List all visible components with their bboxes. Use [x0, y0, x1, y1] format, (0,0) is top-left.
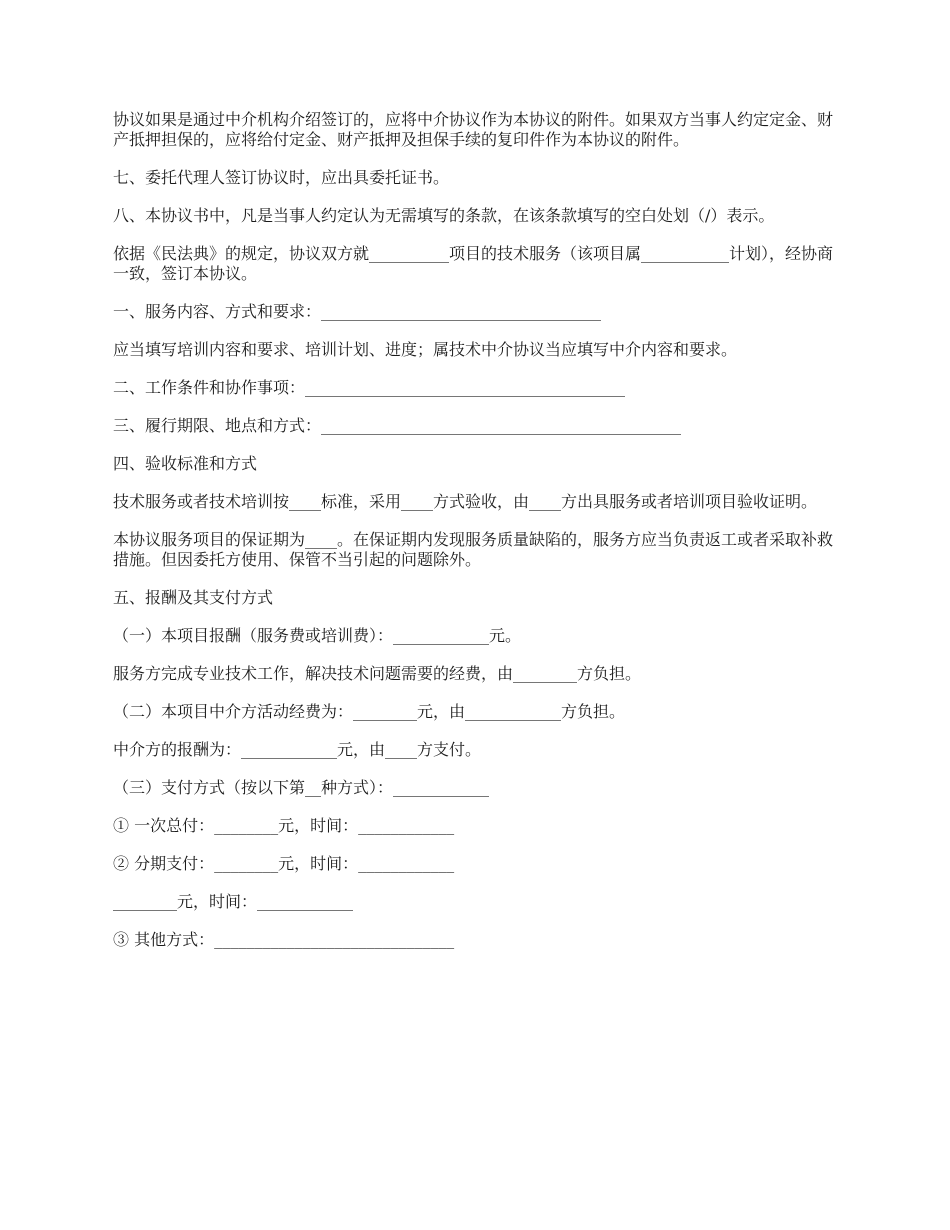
- paragraph-clause-7: 七、委托代理人签订协议时，应出具委托证书。: [113, 168, 450, 187]
- paragraph-section-3: 三、履行期限、地点和方式：_____________________________________________: [113, 416, 682, 435]
- paragraph-preamble: 依据《民法典》的规定，协议双方就__________项目的技术服务（该项目属___________计划），经协商一致，签订本协议。: [113, 244, 834, 283]
- document-page: [113, 110, 843, 968]
- paragraph-acceptance: 技术服务或者技术培训按____标准，采用____方式验收，由____方出具服务或者培训项目验收证明。: [113, 492, 818, 511]
- paragraph-payment-lump-sum: ① 一次总付：________元，时间：____________: [113, 816, 455, 835]
- paragraph-payment-installment: ② 分期支付：________元，时间：____________: [113, 854, 455, 873]
- paragraph-warranty: 本协议服务项目的保证期为____。在保证期内发现服务质量缺陷的，服务方应当负责返工或者采取补救措施。但因委托方使用、保管不当引起的问题除外。: [113, 530, 834, 569]
- paragraph-attachment-note: 协议如果是通过中介机构介绍签订的，应将中介协议作为本协议的附件。如果双方当事人约定定金、财产抵押担保的，应将给付定金、财产抵押及担保手续的复印件作为本协议的附件。: [113, 110, 834, 149]
- paragraph-section-4-heading: 四、验收标准和方式: [113, 454, 258, 473]
- paragraph-fee-2: （二）本项目中介方活动经费为：________元，由____________方负担。: [113, 702, 626, 721]
- paragraph-section-5-heading: 五、报酬及其支付方式: [113, 588, 274, 607]
- paragraph-fee-expense: 服务方完成专业技术工作，解决技术问题需要的经费，由________方负担。: [113, 664, 642, 683]
- paragraph-section-1: 一、服务内容、方式和要求：___________________________________: [113, 302, 602, 321]
- paragraph-intermediary-fee: 中介方的报酬为：____________元，由____方支付。: [113, 740, 482, 759]
- paragraph-fee-1: （一）本项目报酬（服务费或培训费）：____________元。: [113, 626, 522, 645]
- paragraph-clause-8: 八、本协议书中，凡是当事人约定认为无需填写的条款，在该条款填写的空白处划（/）表示。: [113, 206, 775, 225]
- paragraph-payment-method: （三）支付方式（按以下第__种方式）：____________: [113, 778, 490, 797]
- paragraph-payment-installment-2: ________元，时间：____________: [113, 892, 354, 911]
- paragraph-payment-other: ③ 其他方式：______________________________: [113, 930, 455, 949]
- paragraph-section-1-note: 应当填写培训内容和要求、培训计划、进度；属技术中介协议当应填写中介内容和要求。: [113, 340, 738, 359]
- paragraph-section-2: 二、工作条件和协作事项：________________________________________: [113, 378, 626, 397]
